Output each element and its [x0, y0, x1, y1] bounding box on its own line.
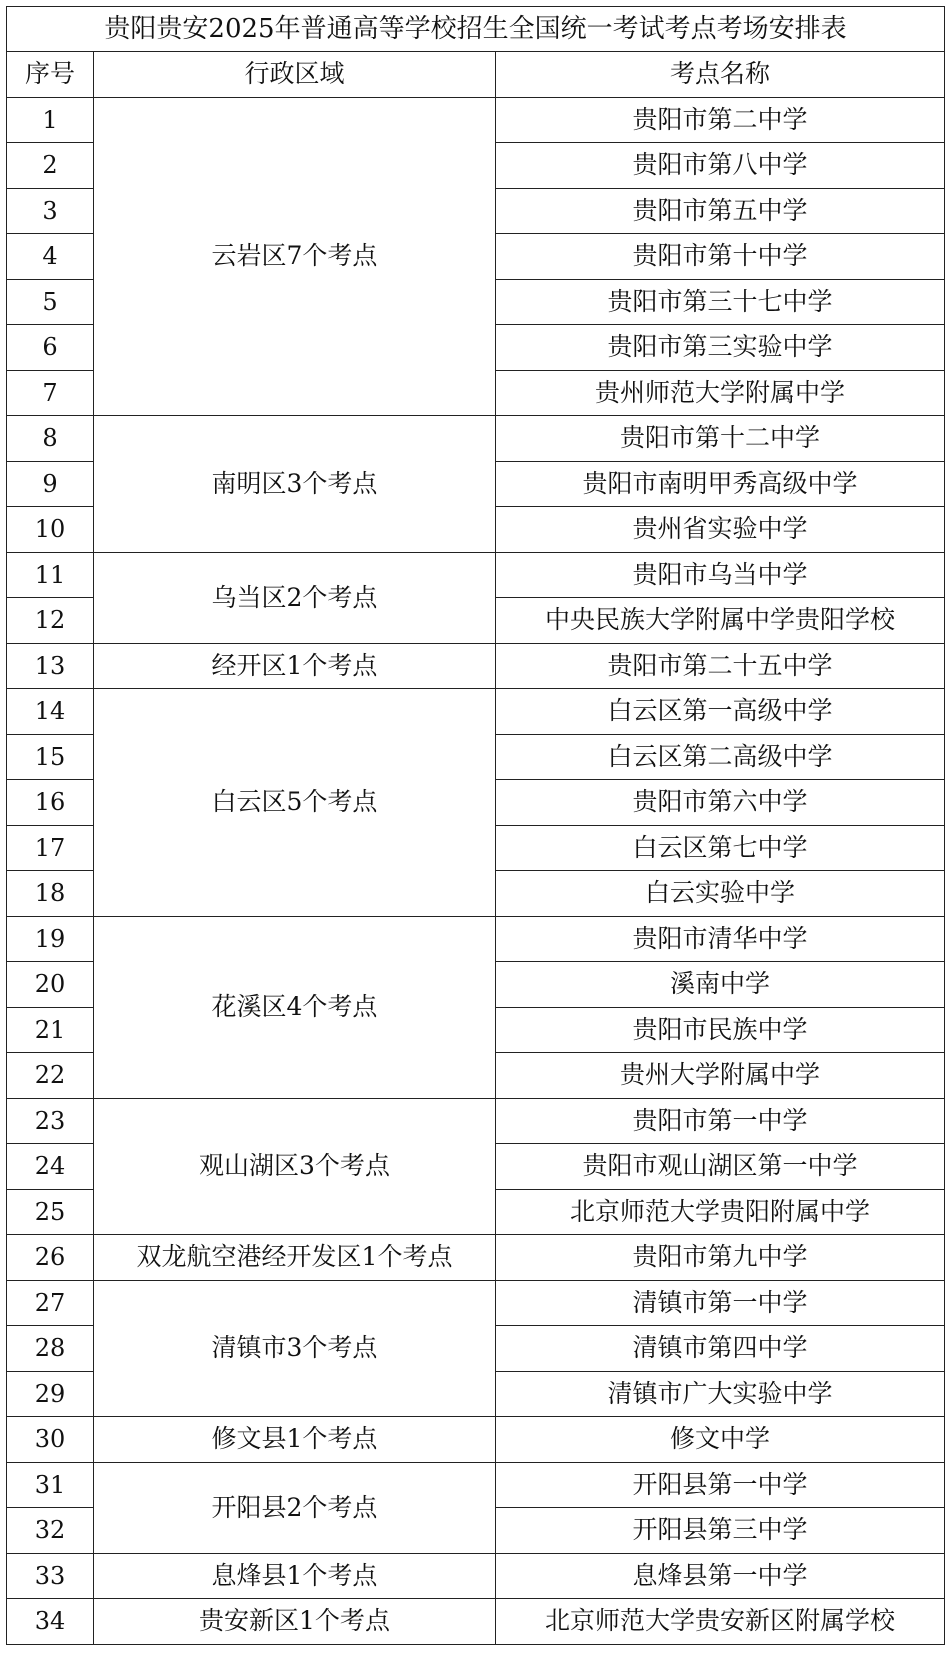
header-row: [7, 52, 945, 98]
site-name: 息烽县第一中学: [496, 1553, 945, 1599]
site-name: 贵阳市第六中学: [496, 780, 945, 826]
site-number: 5: [7, 279, 94, 325]
site-number: 10: [7, 507, 94, 553]
site-number: 19: [7, 916, 94, 962]
site-number: 23: [7, 1098, 94, 1144]
site-name: 北京师范大学贵阳附属中学: [496, 1189, 945, 1235]
site-number: 30: [7, 1417, 94, 1463]
site-name: 贵阳市观山湖区第一中学: [496, 1144, 945, 1190]
site-number: 18: [7, 871, 94, 917]
region-cell: 修文县1个考点: [94, 1417, 496, 1463]
site-number: 15: [7, 734, 94, 780]
region-cell: 息烽县1个考点: [94, 1553, 496, 1599]
site-number: 6: [7, 325, 94, 371]
site-name: 中央民族大学附属中学贵阳学校: [496, 598, 945, 644]
site-name: 贵州大学附属中学: [496, 1053, 945, 1099]
table-row: [7, 643, 945, 689]
table-row: [7, 416, 945, 462]
title-row: [7, 7, 945, 52]
header-site: 考点名称: [496, 52, 945, 98]
region-cell: 白云区5个考点: [94, 689, 496, 917]
site-name: 贵阳市民族中学: [496, 1007, 945, 1053]
site-number: 25: [7, 1189, 94, 1235]
site-number: 28: [7, 1326, 94, 1372]
site-name: 北京师范大学贵安新区附属学校: [496, 1599, 945, 1645]
region-cell: 云岩区7个考点: [94, 97, 496, 416]
site-number: 29: [7, 1371, 94, 1417]
table-row: [7, 552, 945, 598]
table-row: [7, 689, 945, 735]
site-name: 贵阳市第三实验中学: [496, 325, 945, 371]
site-number: 27: [7, 1280, 94, 1326]
site-name: 贵阳市第十二中学: [496, 416, 945, 462]
site-number: 22: [7, 1053, 94, 1099]
site-name: 贵阳市第九中学: [496, 1235, 945, 1281]
table-row: [7, 97, 945, 143]
site-number: 24: [7, 1144, 94, 1190]
site-name: 贵阳市第二十五中学: [496, 643, 945, 689]
site-number: 20: [7, 962, 94, 1008]
site-name: 白云区第二高级中学: [496, 734, 945, 780]
site-name: 白云区第七中学: [496, 825, 945, 871]
site-name: 白云区第一高级中学: [496, 689, 945, 735]
site-number: 12: [7, 598, 94, 644]
site-number: 7: [7, 370, 94, 416]
site-name: 贵阳市第八中学: [496, 143, 945, 189]
region-cell: 南明区3个考点: [94, 416, 496, 553]
table-row: [7, 1280, 945, 1326]
site-name: 贵阳市第十中学: [496, 234, 945, 280]
site-number: 34: [7, 1599, 94, 1645]
site-number: 26: [7, 1235, 94, 1281]
region-cell: 开阳县2个考点: [94, 1462, 496, 1553]
table-row: [7, 916, 945, 962]
site-name: 清镇市第四中学: [496, 1326, 945, 1372]
region-cell: 清镇市3个考点: [94, 1280, 496, 1417]
site-name: 贵阳市南明甲秀高级中学: [496, 461, 945, 507]
site-number: 1: [7, 97, 94, 143]
site-number: 16: [7, 780, 94, 826]
header-region: 行政区域: [94, 52, 496, 98]
site-name: 清镇市广大实验中学: [496, 1371, 945, 1417]
table-body: [7, 97, 945, 1644]
site-name: 贵州师范大学附属中学: [496, 370, 945, 416]
site-name: 开阳县第一中学: [496, 1462, 945, 1508]
table-row: [7, 1599, 945, 1645]
site-number: 21: [7, 1007, 94, 1053]
site-number: 4: [7, 234, 94, 280]
table-row: [7, 1098, 945, 1144]
site-number: 3: [7, 188, 94, 234]
region-cell: 贵安新区1个考点: [94, 1599, 496, 1645]
site-number: 13: [7, 643, 94, 689]
site-name: 白云实验中学: [496, 871, 945, 917]
site-number: 2: [7, 143, 94, 189]
site-name: 贵阳市第一中学: [496, 1098, 945, 1144]
site-name: 贵阳市第二中学: [496, 97, 945, 143]
region-cell: 观山湖区3个考点: [94, 1098, 496, 1235]
site-number: 31: [7, 1462, 94, 1508]
table-row: [7, 1553, 945, 1599]
site-number: 8: [7, 416, 94, 462]
exam-site-table: [6, 6, 945, 1645]
site-name: 修文中学: [496, 1417, 945, 1463]
region-cell: 经开区1个考点: [94, 643, 496, 689]
region-cell: 花溪区4个考点: [94, 916, 496, 1098]
region-cell: 乌当区2个考点: [94, 552, 496, 643]
site-number: 33: [7, 1553, 94, 1599]
site-name: 贵阳市清华中学: [496, 916, 945, 962]
site-name: 清镇市第一中学: [496, 1280, 945, 1326]
table-title: 贵阳贵安2025年普通高等学校招生全国统一考试考点考场安排表: [7, 7, 945, 52]
site-name: 贵州省实验中学: [496, 507, 945, 553]
site-number: 32: [7, 1508, 94, 1554]
site-number: 9: [7, 461, 94, 507]
site-name: 贵阳市第三十七中学: [496, 279, 945, 325]
site-number: 14: [7, 689, 94, 735]
site-name: 溪南中学: [496, 962, 945, 1008]
table-row: [7, 1417, 945, 1463]
exam-site-sheet: [6, 6, 944, 1645]
table-row: [7, 1235, 945, 1281]
site-name: 开阳县第三中学: [496, 1508, 945, 1554]
site-name: 贵阳市第五中学: [496, 188, 945, 234]
site-number: 17: [7, 825, 94, 871]
site-number: 11: [7, 552, 94, 598]
table-row: [7, 1462, 945, 1508]
site-name: 贵阳市乌当中学: [496, 552, 945, 598]
header-no: 序号: [7, 52, 94, 98]
region-cell: 双龙航空港经开发区1个考点: [94, 1235, 496, 1281]
